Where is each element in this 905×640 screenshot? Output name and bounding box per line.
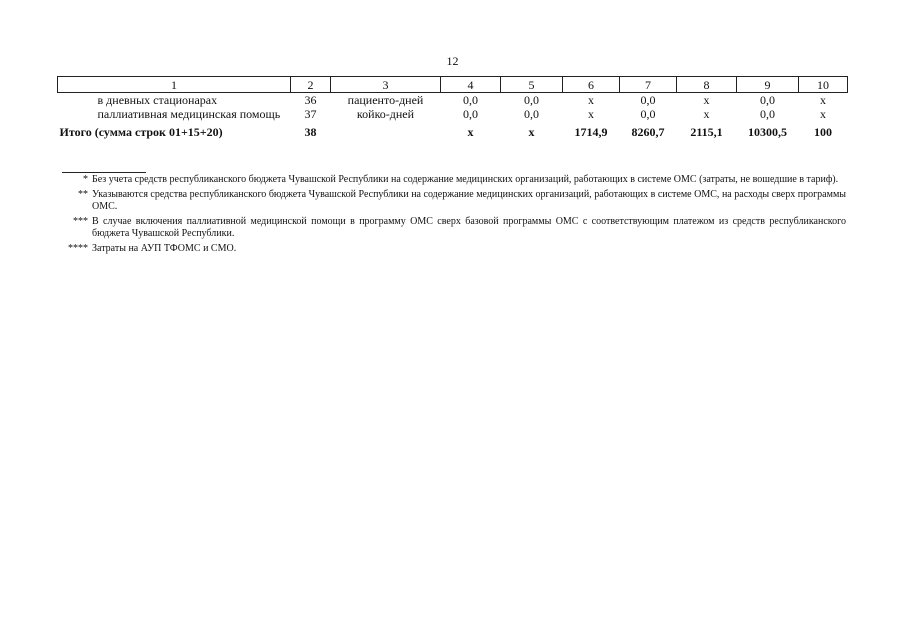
footnote-text: Без учета средств республиканского бюджета Чувашской Республики на содержание медицинских организаций, работающих в системе ОМС (затраты, не вошедшие в тариф).	[92, 174, 839, 185]
footnote-mark: **	[78, 188, 88, 200]
table-cell: 0,0	[760, 107, 775, 121]
page-number: 12	[446, 54, 459, 68]
table-cell: 0,0	[640, 93, 656, 107]
table-cell: х	[528, 125, 535, 139]
footnotes	[60, 174, 846, 257]
table-cell: х	[703, 107, 710, 121]
table-row	[58, 107, 848, 121]
row-label: паллиативная медицинская помощь	[97, 107, 281, 121]
table-cell: х	[820, 93, 826, 107]
table-cell	[331, 121, 441, 139]
column-header-4: 4	[441, 77, 501, 93]
table-cell: 1714,9	[574, 125, 608, 139]
column-header-1: 1	[58, 77, 291, 93]
table-cell: 0,0	[640, 107, 656, 121]
total-row	[58, 121, 848, 139]
footnote	[60, 216, 846, 241]
total-row-label: Итого (сумма строк 01+15+20)	[59, 125, 223, 139]
column-header-9: 9	[737, 77, 799, 93]
table-cell: 0,0	[524, 93, 539, 107]
column-header-7: 7	[620, 77, 677, 93]
table-cell: 100	[814, 125, 832, 139]
table-cell: 8260,7	[631, 125, 665, 139]
table-cell: х	[588, 93, 594, 107]
footnote-text: В случае включения паллиативной медицинской помощи в программу ОМС сверх базовой программы ОМС с соответствующим платежом из средств республиканского бюджета Чувашской Республики.	[92, 215, 846, 239]
table-cell: 2115,1	[690, 125, 723, 139]
footnote-divider	[62, 172, 146, 173]
column-header-2: 2	[291, 77, 331, 93]
table-cell: х	[703, 93, 710, 107]
column-header-10: 10	[799, 77, 848, 93]
data-table	[57, 76, 848, 139]
column-header-8: 8	[677, 77, 737, 93]
table-cell: 10300,5	[748, 125, 787, 139]
footnote	[60, 243, 846, 256]
footnote	[60, 174, 846, 187]
footnote-mark: *	[83, 174, 88, 185]
table-header-row	[58, 77, 848, 93]
footnote-mark: ****	[68, 242, 88, 254]
row-label: в дневных стационарах	[97, 93, 218, 107]
table-row	[58, 93, 848, 108]
column-header-5: 5	[501, 77, 563, 93]
column-header-6: 6	[563, 77, 620, 93]
table-cell: 0,0	[463, 93, 478, 107]
table-cell: койко-дней	[356, 107, 415, 121]
table-cell: 0,0	[524, 107, 539, 121]
column-header-3: 3	[331, 77, 441, 93]
table-cell: 37	[304, 107, 317, 121]
table-cell: пациенто-дней	[347, 93, 424, 107]
table-cell: 36	[304, 93, 317, 107]
table-cell: 0,0	[760, 93, 775, 107]
footnote-text: Затраты на АУП ТФОМС и СМО.	[92, 242, 237, 254]
table-cell: 0,0	[463, 107, 478, 121]
footnote	[60, 189, 846, 214]
footnote-text: Указываются средства республиканского бюджета Чувашской Республики на содержание медицинских организаций, работающих в системе ОМС, на расходы сверх программы ОМС.	[92, 188, 846, 212]
table-cell: х	[820, 107, 826, 121]
table-cell: х	[467, 125, 474, 139]
table-cell: х	[588, 107, 594, 121]
table-cell: 38	[304, 125, 317, 139]
footnote-mark: ***	[73, 215, 88, 227]
